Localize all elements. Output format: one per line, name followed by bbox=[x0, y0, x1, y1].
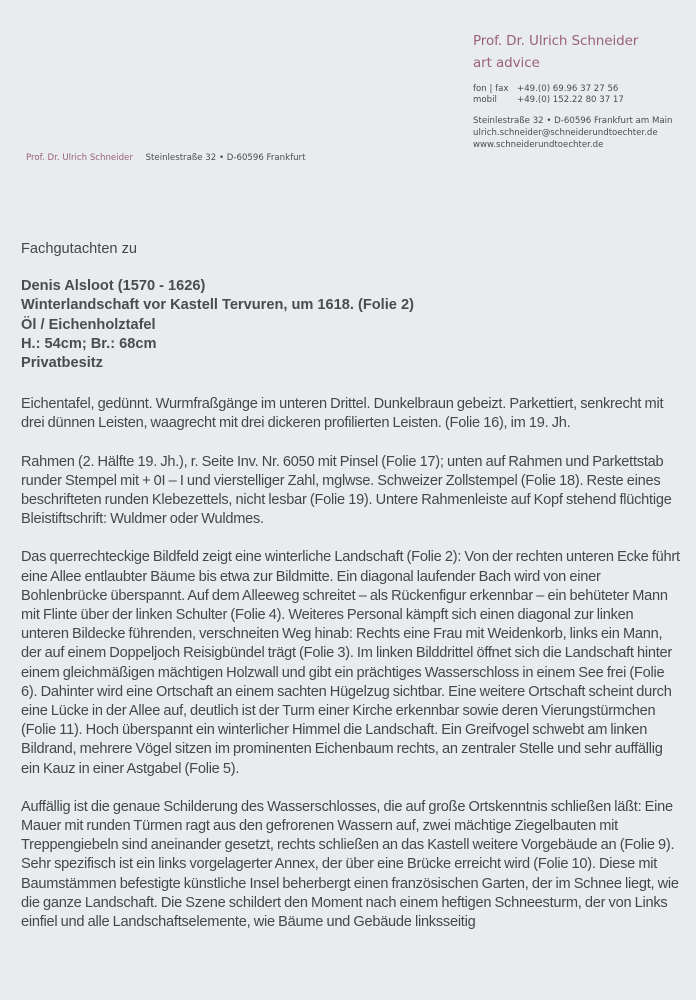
address-block bbox=[473, 115, 693, 151]
letterhead-name: Prof. Dr. Ulrich Schneider bbox=[473, 33, 639, 49]
contact-value: +49.(0) 152.22 80 37 17 bbox=[517, 95, 624, 105]
paragraph-castle-analysis: Auffällig ist die genaue Schilderung des Wasserschlosses, die auf große Ortskenntnis schließen läßt: Eine Mauer mit runden Türmen ragt aus den gefrorenen Wassern auf, zwei mächtige Ziegelbauten mit Treppengiebeln sind aneinander gesetzt, rechts schließen an das Kastell weitere Vorgebäude an (Folie 9). Sehr spezifisch ist ein links vorgelagerter Annex, der über eine Brücke erreicht wird (Folie 10). Diese mit Baumstämmen befestigte künstliche Insel beherbergt einen französischen Garten, der im Schnee liegt, wie die ganze Landschaft. Die Szene schildert den Moment nach einem heftigen Schneesturm, der von Links einfiel und alle Landschaftselemente, wie Bäume und Gebäude linksseitig bbox=[21, 798, 679, 931]
contact-mobile bbox=[473, 95, 693, 106]
artwork-medium: Öl / Eichenholztafel bbox=[21, 316, 156, 333]
contact-label: mobil bbox=[473, 95, 497, 105]
artwork-ownership: Privatbesitz bbox=[21, 355, 103, 372]
paragraph-description: Das querrechteckige Bildfeld zeigt eine winterliche Landschaft (Folie 2): Von der rechten unteren Ecke führt eine Allee entlaubter Bäume bis etwa zur Bildmitte. Ein diagonal laufender Bach wird von einer Bohlenbrücke überspannt. Auf dem Alleeweg schreitet – als Rückenfigur erkennbar – ein behüteter Mann mit Flinte über der linken Schulter (Folie 4). Weiteres Personal kämpft sich einen diagonal zur linken unteren Bildecke führenden, verschneiten Weg hinab: Rechts eine Frau mit Weidenkorb, links ein Mann, der auf einem Doppeljoch Reisigbündel trägt (Folie 3). Im linken Bilddrittel öffnet sich die Landschaft hinter einem gleichmäßigen mächtigen Holzwall und gibt ein prächtiges Wasserschloss in einem See frei (Folie 6). Dahinter wird eine Ortschaft an einem sachten Hügelzug sichtbar. Eine weitere Ortschaft scheint durch eine Lücke in der Allee auf, deutlich ist der Turm einer Kirche erkennbar sowie deren Vierungstürmchen (Folie 11). Hoch überspannt ein winterlicher Himmel die Landschaft. Ein Greifvogel schwebt am linken Bildrand, mehrere Vögel sitzen im prominenten Eichenbaum rechts, an zentraler Stelle und sehr auffällig ein Kauz in einer Astgabel (Folie 5). bbox=[21, 549, 680, 777]
contact-block bbox=[473, 84, 693, 106]
document-body bbox=[21, 240, 681, 951]
contact-value: +49.(0) 69.96 37 27 56 bbox=[517, 84, 619, 94]
artist-line: Denis Alsloot (1570 - 1626) bbox=[21, 278, 206, 295]
letterhead-subtitle: art advice bbox=[473, 55, 540, 71]
paragraph-panel-condition: Eichentafel, gedünnt. Wurmfraßgänge im unteren Drittel. Dunkelbraun gebeizt. Parkettiert, senkrecht mit drei dünnen Leisten, waagrecht mit drei dickeren profilierten Leisten. (Folie 16), im 19. Jh. bbox=[21, 396, 664, 432]
letterhead-email[interactable]: ulrich.schneider@schneiderundtoechter.de bbox=[473, 128, 658, 138]
sender-line bbox=[26, 153, 305, 163]
artwork-title: Winterlandschaft vor Kastell Tervuren, um 1618. (Folie 2) bbox=[21, 297, 414, 314]
paragraph-frame: Rahmen (2. Hälfte 19. Jh.), r. Seite Inv. Nr. 6050 mit Pinsel (Folie 17); unten auf Rahmen und Parkettstab runder Stempel mit + 0I – I und vierstelliger Zahl, mglwse. Schweizer Zollstempel (Folie 18). Reste eines beschrifteten runden Klebezettels, nicht lesbar (Folie 19). Untere Rahmenleiste auf Kopf stehend flüchtige Bleistiftschrift: Wuldmer oder Wuldmes. bbox=[21, 453, 672, 528]
contact-label: fon | fax bbox=[473, 84, 509, 94]
letterhead-address: Steinlestraße 32 • D-60596 Frankfurt am Main bbox=[473, 116, 673, 126]
contact-phone-fax bbox=[473, 84, 693, 95]
sender-address: Steinlestraße 32 • D-60596 Frankfurt bbox=[145, 153, 306, 163]
artwork-dimensions: H.: 54cm; Br.: 68cm bbox=[21, 335, 157, 352]
sender-name: Prof. Dr. Ulrich Schneider bbox=[26, 153, 133, 163]
letterhead-website[interactable]: www.schneiderundtoechter.de bbox=[473, 140, 604, 150]
document-intro: Fachgutachten zu bbox=[21, 241, 138, 257]
artwork-title-block bbox=[21, 277, 681, 373]
letterhead bbox=[473, 30, 693, 151]
